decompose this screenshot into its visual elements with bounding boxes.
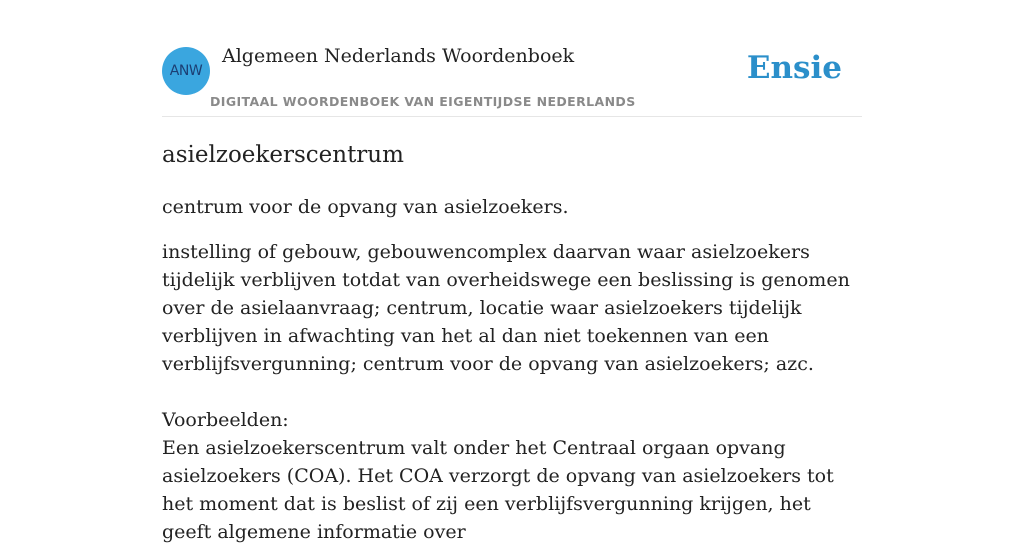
short-definition: centrum voor de opvang van asielzoekers.	[162, 196, 569, 218]
ensie-logo[interactable]: Ensie	[746, 50, 842, 86]
site-title[interactable]: Algemeen Nederlands Woordenboek	[222, 45, 575, 67]
entry-headword: asielzoekerscentrum	[162, 142, 404, 168]
long-definition: instelling of gebouw, gebouwencomplex daarvan waar asielzoekers tijdelijk verblijven totdat van overheidswege een beslissing is genomen over de asielaanvraag; centrum, locatie waar asielzoekers tijdelijk verblijven in afwachting van het al dan niet toekennen van een verblijfsvergunning; centrum voor de opvang van asielzoekers; azc.	[162, 241, 850, 375]
site-subtitle: DIGITAAL WOORDENBOEK VAN EIGENTIJDSE NEDERLANDS	[210, 94, 636, 109]
examples-label: Voorbeelden:	[162, 409, 289, 431]
example-text: Een asielzoekerscentrum valt onder het Centraal orgaan opvang asielzoekers (COA). Het COA verzorgt de opvang van asielzoekers tot het moment dat is beslist of zij een verblijfsvergunning krijgen, het geeft algemene informatie over	[162, 437, 834, 543]
anw-logo[interactable]: ANW	[162, 47, 210, 95]
site-header	[162, 0, 862, 117]
entry-content	[162, 139, 862, 546]
